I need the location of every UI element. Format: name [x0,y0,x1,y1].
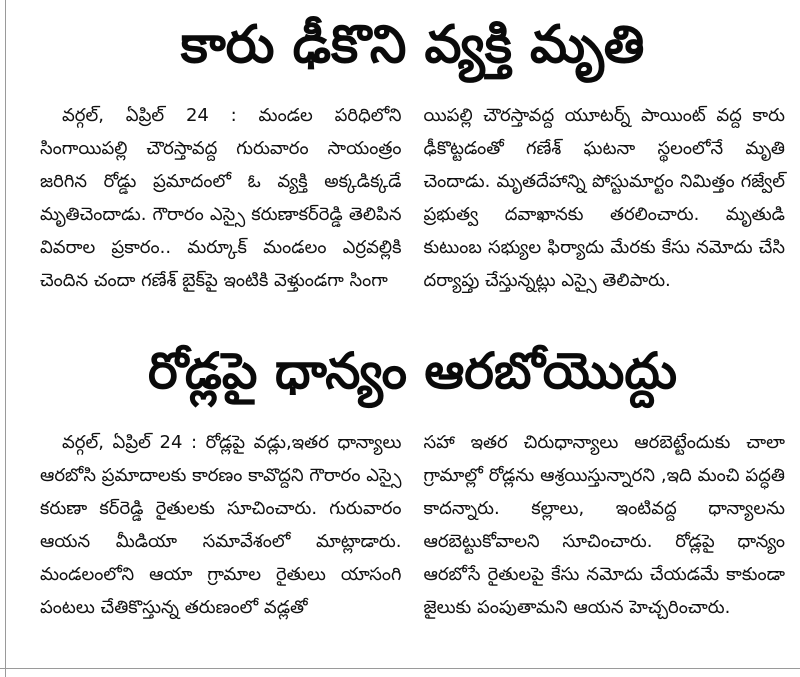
headline: రోడ్లపై ధాన్యం ఆరబోయొద్దు [147,342,677,400]
body-paragraph: వర్గల్, ఏప్రిల్ 24 : రోడ్లపై వడ్లు,ఇతర ధాన్యాలు ఆరబోసి ప్రమాదాలకు కారణం కావొద్దని గౌరారం ఎస్సై కరుణా కర్‌రెడ్డి రైతులకు సూచించారు. గురువారం ఆయన మీడియా సమావేశంలో మాట్లాడారు. మండలంలోని ఆయా గ్రామాల రైతులు యాసంగి పంటలు చేతికొస్తున్న తరుణంలో వడ్లతో [40,432,402,618]
article-grain-on-roads [40,342,785,624]
clipping-border-bottom [0,668,800,669]
article-body [40,99,785,297]
body-column-right [424,426,786,624]
body-paragraph: వర్గల్, ఏప్రిల్ 24 : మండల పరిధిలోని సింగాయిపల్లి చౌరస్తావద్ద గురువారం సాయంత్రం జరిగిన రోడ్డు ప్రమాదంలో ఓ వ్యక్తి అక్కడిక్కడే మృతిచెందాడు. గౌరారం ఎస్సై కరుణాకర్‌రెడ్డి తెలిపిన వివరాల ప్రకారం.. మర్కూక్ మండలం ఎర్రవల్లికి చెందిన చందా గణేశ్ బైక్‌పై ఇంటికి వెళ్తుండగా సింగా [40,105,402,291]
body-paragraph: యిపల్లి చౌరస్తావద్ద యూటర్న్ పాయింట్ వద్ద కారు ఢీకొట్టడంతో గణేశ్ ఘటనా స్థలంలోనే మృతి చెందాడు. మృతదేహాన్ని పోస్టుమార్టం నిమిత్తం గజ్వేల్ ప్రభుత్వ దవాఖానకు తరలించారు. మృతుడి కుటుంబ సభ్యుల ఫిర్యాదు మేరకు కేసు నమోదు చేసి దర్యాప్తు చేస్తున్నట్లు ఎస్సై తెలిపారు. [423,105,785,291]
clipping-border-left [0,0,6,677]
body-column-left [40,426,402,624]
headline: కారు ఢీకొని వ్యక్తి మృతి [180,15,645,75]
body-paragraph: సహా ఇతర చిరుధాన్యాలు ఆరబెట్టేందుకు చాలా గ్రామాల్లో రోడ్లను ఆశ్రయిస్తున్నారని ,ఇది మంచి పద్ధతి కాదన్నారు. కల్లాలు, ఇంటివద్ద ధాన్యాలను ఆరబెట్టుకోవాలని సూచించారు. రోడ్లపై ధాన్యం ఆరబోసే రైతులపై కేసు నమోదు చేయడమే కాకుండా జైలుకు పంపుతామని ఆయన హెచ్చరించారు. [423,432,785,618]
article-body [40,426,785,624]
article-car-accident [40,15,785,297]
body-column-right [424,99,786,297]
body-column-left [40,99,402,297]
